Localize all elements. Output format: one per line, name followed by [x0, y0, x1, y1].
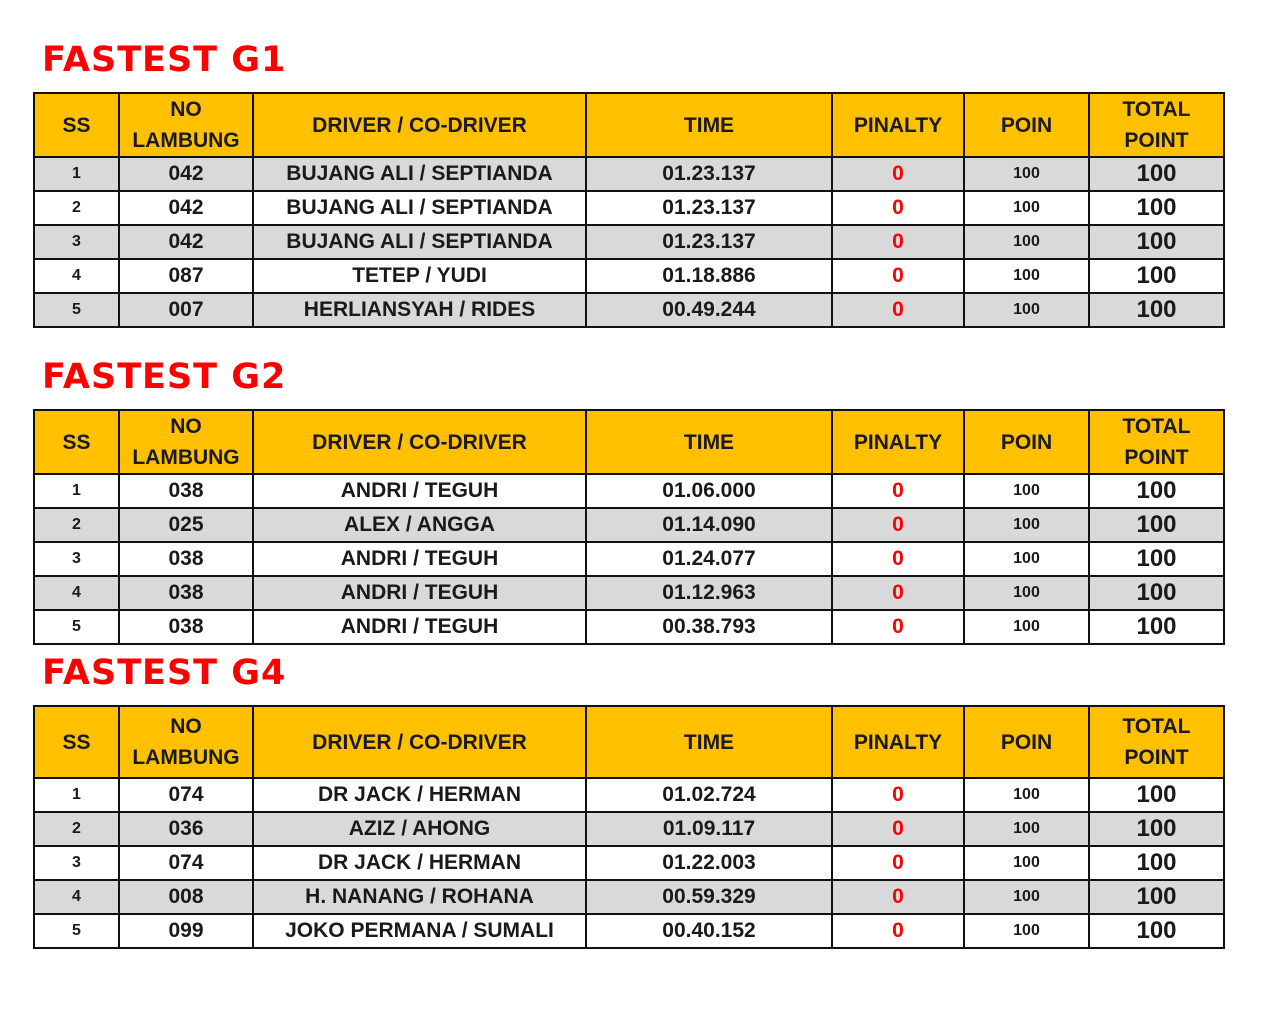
cell-driver: TETEP / YUDI — [253, 259, 586, 293]
header-pinalty — [832, 706, 964, 778]
header-poin — [964, 410, 1089, 474]
cell-time: 01.12.963 — [586, 576, 832, 610]
cell-time: 01.22.003 — [586, 846, 832, 880]
cell-total: 100 — [1089, 778, 1224, 812]
section-title: FASTEST G2 — [42, 357, 287, 397]
cell-poin: 100 — [964, 293, 1089, 327]
cell-total: 100 — [1089, 508, 1224, 542]
cell-total: 100 — [1089, 846, 1224, 880]
cell-time: 01.24.077 — [586, 542, 832, 576]
cell-driver: HERLIANSYAH / RIDES — [253, 293, 586, 327]
cell-poin: 100 — [964, 542, 1089, 576]
cell-pinalty: 0 — [832, 576, 964, 610]
cell-total: 100 — [1089, 914, 1224, 948]
table-row — [34, 157, 1224, 191]
cell-ss: 1 — [34, 474, 119, 508]
cell-poin: 100 — [964, 259, 1089, 293]
cell-time: 01.09.117 — [586, 812, 832, 846]
cell-driver: BUJANG ALI / SEPTIANDA — [253, 225, 586, 259]
cell-total: 100 — [1089, 610, 1224, 644]
header-pinalty-text: PINALTY — [853, 730, 943, 754]
table-row — [34, 225, 1224, 259]
cell-driver: ANDRI / TEGUH — [253, 576, 586, 610]
cell-total: 100 — [1089, 157, 1224, 191]
cell-total: 100 — [1089, 576, 1224, 610]
results-table — [33, 409, 1225, 645]
cell-poin: 100 — [964, 610, 1089, 644]
cell-driver: BUJANG ALI / SEPTIANDA — [253, 191, 586, 225]
table-row — [34, 812, 1224, 846]
cell-ss: 1 — [34, 778, 119, 812]
table-row — [34, 576, 1224, 610]
header-ss-text: SS — [62, 430, 91, 454]
cell-pinalty: 0 — [832, 542, 964, 576]
table-row — [34, 191, 1224, 225]
cell-poin: 100 — [964, 225, 1089, 259]
table-row — [34, 293, 1224, 327]
header-total-point — [1089, 93, 1224, 157]
cell-no: 087 — [119, 259, 253, 293]
cell-pinalty: 0 — [832, 259, 964, 293]
header-time-text: TIME — [683, 113, 735, 137]
cell-driver: H. NANANG / ROHANA — [253, 880, 586, 914]
cell-driver: JOKO PERMANA / SUMALI — [253, 914, 586, 948]
cell-driver: ALEX / ANGGA — [253, 508, 586, 542]
cell-no: 025 — [119, 508, 253, 542]
header-driver-text: DRIVER / CO-DRIVER — [312, 113, 527, 137]
header-poin-text: POIN — [1000, 430, 1053, 454]
cell-no: 042 — [119, 225, 253, 259]
cell-total: 100 — [1089, 880, 1224, 914]
cell-time: 00.59.329 — [586, 880, 832, 914]
cell-ss: 2 — [34, 508, 119, 542]
cell-ss: 3 — [34, 846, 119, 880]
cell-no: 042 — [119, 157, 253, 191]
cell-ss: 4 — [34, 880, 119, 914]
cell-pinalty: 0 — [832, 914, 964, 948]
header-poin — [964, 706, 1089, 778]
cell-time: 01.06.000 — [586, 474, 832, 508]
cell-no: 074 — [119, 846, 253, 880]
header-total-point — [1089, 410, 1224, 474]
header-no-lambung-text: LAMBUNG — [132, 746, 240, 769]
cell-poin: 100 — [964, 576, 1089, 610]
header-time-text: TIME — [683, 730, 735, 754]
cell-poin: 100 — [964, 778, 1089, 812]
header-ss — [34, 706, 119, 778]
table-row — [34, 474, 1224, 508]
cell-driver: DR JACK / HERMAN — [253, 846, 586, 880]
cell-ss: 3 — [34, 542, 119, 576]
cell-ss: 1 — [34, 157, 119, 191]
table-row — [34, 610, 1224, 644]
cell-driver: ANDRI / TEGUH — [253, 474, 586, 508]
header-poin — [964, 93, 1089, 157]
header-no-lambung-text: LAMBUNG — [132, 129, 240, 152]
table-row — [34, 880, 1224, 914]
cell-total: 100 — [1089, 293, 1224, 327]
header-no-lambung-text: LAMBUNG — [132, 446, 240, 469]
table-row — [34, 778, 1224, 812]
cell-time: 00.40.152 — [586, 914, 832, 948]
cell-poin: 100 — [964, 157, 1089, 191]
cell-time: 01.18.886 — [586, 259, 832, 293]
cell-driver: ANDRI / TEGUH — [253, 542, 586, 576]
header-total-point-text: POINT — [1124, 446, 1189, 469]
table-row — [34, 259, 1224, 293]
header-no-lambung — [119, 93, 253, 157]
cell-total: 100 — [1089, 812, 1224, 846]
cell-pinalty: 0 — [832, 293, 964, 327]
header-driver-text: DRIVER / CO-DRIVER — [312, 730, 527, 754]
cell-ss: 5 — [34, 293, 119, 327]
cell-pinalty: 0 — [832, 508, 964, 542]
cell-time: 01.14.090 — [586, 508, 832, 542]
cell-pinalty: 0 — [832, 474, 964, 508]
header-total-point-text: TOTAL — [1122, 415, 1191, 438]
cell-time: 00.49.244 — [586, 293, 832, 327]
section-title: FASTEST G1 — [42, 40, 287, 80]
header-pinalty-text: PINALTY — [853, 430, 943, 454]
cell-driver: DR JACK / HERMAN — [253, 778, 586, 812]
table-row — [34, 914, 1224, 948]
cell-ss: 2 — [34, 812, 119, 846]
cell-no: 008 — [119, 880, 253, 914]
header-no-lambung-text: NO — [170, 98, 202, 121]
header-ss-text: SS — [62, 730, 91, 754]
header-ss — [34, 93, 119, 157]
cell-poin: 100 — [964, 191, 1089, 225]
cell-time: 00.38.793 — [586, 610, 832, 644]
header-poin-text: POIN — [1000, 113, 1053, 137]
cell-poin: 100 — [964, 812, 1089, 846]
cell-no: 038 — [119, 474, 253, 508]
cell-time: 01.23.137 — [586, 225, 832, 259]
cell-total: 100 — [1089, 225, 1224, 259]
table-row — [34, 846, 1224, 880]
cell-no: 038 — [119, 610, 253, 644]
cell-pinalty: 0 — [832, 880, 964, 914]
cell-poin: 100 — [964, 880, 1089, 914]
cell-time: 01.23.137 — [586, 191, 832, 225]
cell-ss: 3 — [34, 225, 119, 259]
header-time — [586, 93, 832, 157]
header-total-point-text: POINT — [1124, 129, 1189, 152]
cell-pinalty: 0 — [832, 812, 964, 846]
header-driver — [253, 706, 586, 778]
header-total-point-text: TOTAL — [1122, 98, 1191, 121]
cell-poin: 100 — [964, 508, 1089, 542]
table-header-row — [34, 706, 1224, 778]
cell-poin: 100 — [964, 846, 1089, 880]
section-title: FASTEST G4 — [42, 653, 287, 693]
header-pinalty-text: PINALTY — [853, 113, 943, 137]
results-table — [33, 705, 1225, 949]
cell-driver: ANDRI / TEGUH — [253, 610, 586, 644]
header-poin-text: POIN — [1000, 730, 1053, 754]
cell-no: 099 — [119, 914, 253, 948]
cell-pinalty: 0 — [832, 610, 964, 644]
header-time — [586, 706, 832, 778]
header-time-text: TIME — [683, 430, 735, 454]
cell-pinalty: 0 — [832, 157, 964, 191]
header-ss-text: SS — [62, 113, 91, 137]
cell-poin: 100 — [964, 474, 1089, 508]
cell-total: 100 — [1089, 191, 1224, 225]
table-row — [34, 542, 1224, 576]
cell-pinalty: 0 — [832, 191, 964, 225]
cell-total: 100 — [1089, 259, 1224, 293]
cell-pinalty: 0 — [832, 225, 964, 259]
header-pinalty — [832, 93, 964, 157]
cell-total: 100 — [1089, 474, 1224, 508]
header-total-point-text: TOTAL — [1122, 715, 1191, 738]
header-no-lambung-text: NO — [170, 415, 202, 438]
results-table — [33, 92, 1225, 328]
cell-pinalty: 0 — [832, 846, 964, 880]
table-row — [34, 508, 1224, 542]
cell-ss: 4 — [34, 259, 119, 293]
header-ss — [34, 410, 119, 474]
header-time — [586, 410, 832, 474]
cell-no: 038 — [119, 576, 253, 610]
header-no-lambung — [119, 410, 253, 474]
cell-time: 01.23.137 — [586, 157, 832, 191]
cell-time: 01.02.724 — [586, 778, 832, 812]
cell-no: 038 — [119, 542, 253, 576]
header-driver — [253, 93, 586, 157]
table-header-row — [34, 410, 1224, 474]
cell-no: 042 — [119, 191, 253, 225]
header-no-lambung-text: NO — [170, 715, 202, 738]
cell-no: 036 — [119, 812, 253, 846]
cell-ss: 5 — [34, 610, 119, 644]
cell-pinalty: 0 — [832, 778, 964, 812]
header-total-point — [1089, 706, 1224, 778]
cell-no: 007 — [119, 293, 253, 327]
cell-ss: 2 — [34, 191, 119, 225]
table-header-row — [34, 93, 1224, 157]
cell-ss: 4 — [34, 576, 119, 610]
header-pinalty — [832, 410, 964, 474]
header-total-point-text: POINT — [1124, 746, 1189, 769]
cell-no: 074 — [119, 778, 253, 812]
header-driver-text: DRIVER / CO-DRIVER — [312, 430, 527, 454]
cell-driver: BUJANG ALI / SEPTIANDA — [253, 157, 586, 191]
header-driver — [253, 410, 586, 474]
cell-driver: AZIZ / AHONG — [253, 812, 586, 846]
cell-poin: 100 — [964, 914, 1089, 948]
cell-ss: 5 — [34, 914, 119, 948]
cell-total: 100 — [1089, 542, 1224, 576]
header-no-lambung — [119, 706, 253, 778]
